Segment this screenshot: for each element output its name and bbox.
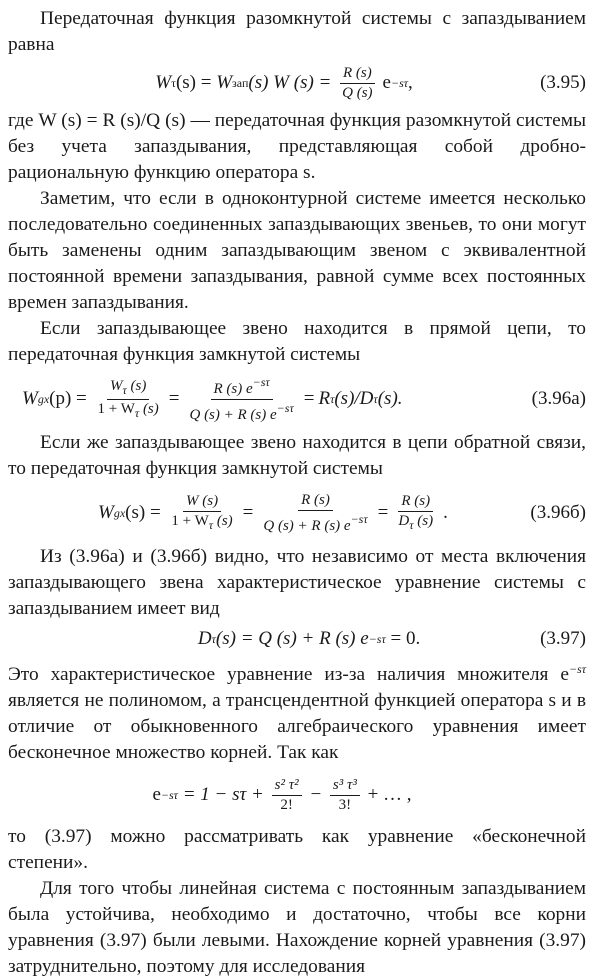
- equation-series-fraction-1: $\frac{\text{s² τ²}}{2!}$: [272, 777, 302, 814]
- paragraph-open-loop-intro: Передаточная функция разомкнутой системы с запаздыванием равна: [8, 8, 586, 55]
- equation-3-96a: [8, 368, 586, 430]
- equation-number-3-96b: (3.96б): [530, 502, 586, 523]
- equation-3-95-fraction: $\frac{R (s)}{Q (s)}$: [339, 65, 375, 102]
- paragraph-characteristic-equation: Из (3.96а) и (3.96б) видно, что независимо от места включения запаздывающего звена характеристическое уравнение системы с запаздыванием имеет вид: [8, 546, 586, 619]
- equation-number-3-95: (3.95): [540, 72, 586, 93]
- paragraph-forward-path: Если запаздывающее звено находится в прямой цепи, то передаточная функция замкнутой системы: [8, 318, 586, 365]
- paragraph-feedback-path: Если же запаздывающее звено находится в цепи обратной связи, то передаточная функция замкнутой системы: [8, 432, 586, 479]
- equation-number-3-97: (3.97): [540, 628, 586, 649]
- equation-3-96b-fraction-3: $\frac{R (s)}{D_\tau (s)}$: [398, 493, 434, 532]
- equation-3-96a-body: W gx (p) = $\frac{W_\tau (s)}{1 + W_\tau (s)}$ = $\frac{R (s) e^{-s\tau}}{Q (s) + R (s) e^{-s\tau}}$ = R τ (s)/D τ (s).: [22, 374, 403, 423]
- equation-3-96b-fraction-1: $\frac{W (s)}{1 + W_\tau (s)}$: [171, 493, 233, 532]
- paragraph-infinite-degree: то (3.97) можно рассматривать как уравнение «бесконечной степени».: [8, 826, 586, 873]
- equation-3-96a-fraction-2: $\frac{R (s) e^{-s\tau}}{Q (s) + R (s) e^{-s\tau}}$: [189, 374, 294, 423]
- paragraph-open-loop-definition: где W (s) = R (s)/Q (s) — передаточная функция разомкнутой системы без учета запаздывания, представляющая собой дробно-рациональную функцию оператора s.: [8, 110, 586, 183]
- paragraph-stability-condition: Для того чтобы линейная система с постоянным запаздыванием была устойчива, необходимо и достаточно, чтобы все корни уравнения (3.97) были левыми. Нахождение корней уравнения (3.97) затруднительно, поэтому для исследования: [8, 878, 586, 977]
- equation-3-96b-body: W gx (s) = $\frac{W (s)}{1 + W_\tau (s)}$ = $\frac{R (s)}{Q (s) + R (s) e^{-s\tau}}$ = $\frac{R (s)}{D_\tau (s)}$ .: [98, 491, 448, 534]
- paragraph-series-delay: Заметим, что если в одноконтурной системе имеется несколько последовательно соединенных запаздывающих звеньев, то они могут быть заменены одним запаздывающим звеном с эквивалентной постоянной времени запаздывания, равной сумме всех постоянных времен запаздывания.: [8, 188, 586, 313]
- equation-3-96b-fraction-2: $\frac{R (s)}{Q (s) + R (s) e^{-s\tau}}$: [263, 491, 368, 534]
- equation-3-96b: [8, 482, 586, 544]
- equation-series-fraction-2: $\frac{\text{s³ τ³}}{3!}$: [330, 777, 360, 814]
- paragraph-transcendental: Это характеристическое уравнение из-за наличия множителя $e^{-s\tau}$ является не полиномом, а трансцендентной функцией оператора s и в отличие от обыкновенного алгебраического уравнения имеет бесконечное множество корней. Так как: [8, 662, 586, 763]
- equation-3-95-body: W τ (s) = W зап (s) W (s) = $\frac{R (s)}{Q (s)}$ e −sτ ,: [155, 64, 413, 101]
- equation-series-expansion: [8, 766, 586, 824]
- equation-3-95: [8, 58, 586, 108]
- equation-3-96a-fraction-1: $\frac{W_\tau (s)}{1 + W_\tau (s)}$: [97, 377, 159, 420]
- equation-3-97-body: D τ (s) = Q (s) + R (s) e −sτ = 0.: [197, 628, 421, 649]
- equation-number-3-96a: (3.96а): [531, 388, 586, 409]
- equation-series-body: e −sτ = 1 − sτ + $\frac{\text{s² τ²}}{2!}$ − $\frac{\text{s³ τ³}}{3!}$ + … ,: [152, 776, 412, 813]
- equation-3-97: [8, 622, 586, 656]
